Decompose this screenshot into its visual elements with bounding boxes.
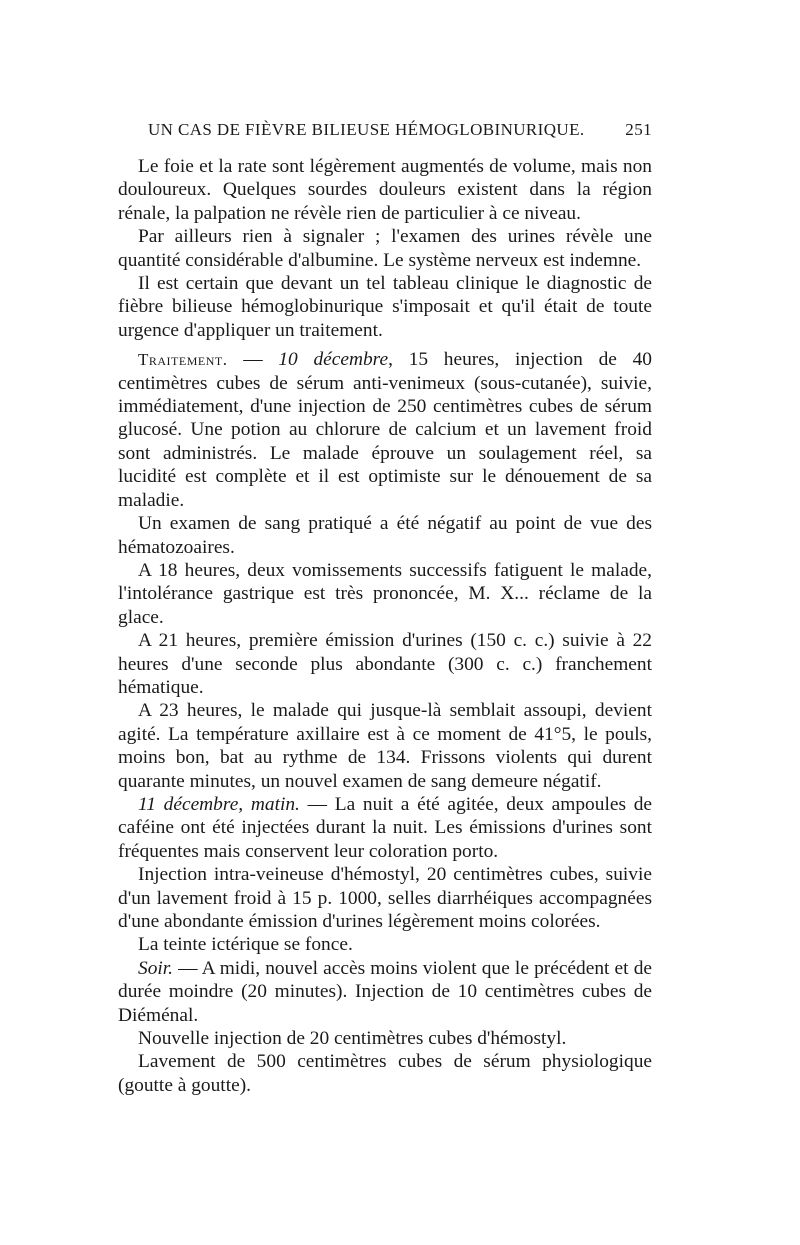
paragraph-traitement (118, 348, 652, 512)
paragraph: A 18 heures, deux vomissements successifs fatiguent le malade, l'intolérance gastrique est très prononcée, M. X... réclame de la glace. (118, 559, 652, 628)
paragraph: Un examen de sang pratiqué a été négatif au point de vue des hématozoaires. (118, 513, 652, 558)
traitement-label: Traitement. (138, 350, 228, 370)
traitement-date: 10 décembre (278, 349, 389, 371)
paragraph: Il est certain que devant un tel tableau clinique le diagnostic de fièbre bilieuse hémoglobinurique s'imposait et qu'il était de toute urgence d'appliquer un traitement. (118, 273, 652, 341)
paragraph: A 23 heures, le malade qui jusque-là semblait assoupi, devient agité. La température axillaire est à ce moment de 41°5, le pouls, moins bon, bat au rythme de 134. Frissons violents qui durent quarante minutes, un nouvel examen de sang demeure négatif. (118, 700, 652, 792)
running-head (148, 120, 652, 140)
paragraph-soir (118, 957, 652, 1027)
date-11-decembre: 11 décembre, matin. (138, 793, 300, 815)
paragraph-11-decembre (118, 793, 652, 863)
traitement-text: , 15 heures, injection de 40 centimètres cubes de sérum anti-venimeux (sous-cutanée), suivie, immédiatement, d'une injection de 250 centimètres cubes de sérum glucosé. Une potion au chlorure de calcium et un lavement froid sont administrés. Le malade éprouve un soulagement réel, sa lucidité est complète et il est optimiste sur le dénouement de sa maladie. (118, 349, 652, 511)
paragraph: Lavement de 500 centimètres cubes de sérum physiologique (goutte à goutte). (118, 1051, 652, 1096)
soir-text: — A midi, nouvel accès moins violent que le précédent et de durée moindre (20 minutes). Injection de 10 centimètres cubes de Diéménal. (118, 957, 652, 1026)
paragraph: La teinte ictérique se fonce. (138, 934, 353, 956)
paragraph: Nouvelle injection de 20 centimètres cubes d'hémostyl. (138, 1028, 567, 1050)
paragraph: Injection intra-veineuse d'hémostyl, 20 centimètres cubes, suivie d'un lavement froid à 15 p. 1000, selles diarrhéiques accompagnées d'une abondante émission d'urines légèrement moins colorées. (118, 864, 652, 932)
body-text (118, 155, 652, 1097)
traitement-dash: — (227, 349, 279, 371)
paragraph: A 21 heures, première émission d'urines (150 c. c.) suivie à 22 heures d'une seconde plus abondante (300 c. c.) franchement hématique. (118, 630, 652, 698)
paragraph: Par ailleurs rien à signaler ; l'examen des urines révèle une quantité considérable d'albumine. Le système nerveux est indemne. (118, 226, 652, 271)
page-number: 251 (625, 120, 652, 139)
running-head-title: UN CAS DE FIÈVRE BILIEUSE HÉMOGLOBINURIQUE. (148, 120, 585, 139)
text-11-decembre: — La nuit a été agitée, deux ampoules de caféine ont été injectées durant la nuit. Les émissions d'urines sont fréquentes mais conservent leur coloration porto. (118, 793, 653, 862)
paragraph: Le foie et la rate sont légèrement augmentés de volume, mais non douloureux. Quelques sourdes douleurs existent dans la région rénale, la palpation ne révèle rien de particulier à ce niveau. (118, 156, 652, 224)
soir-label: Soir. (138, 957, 174, 979)
